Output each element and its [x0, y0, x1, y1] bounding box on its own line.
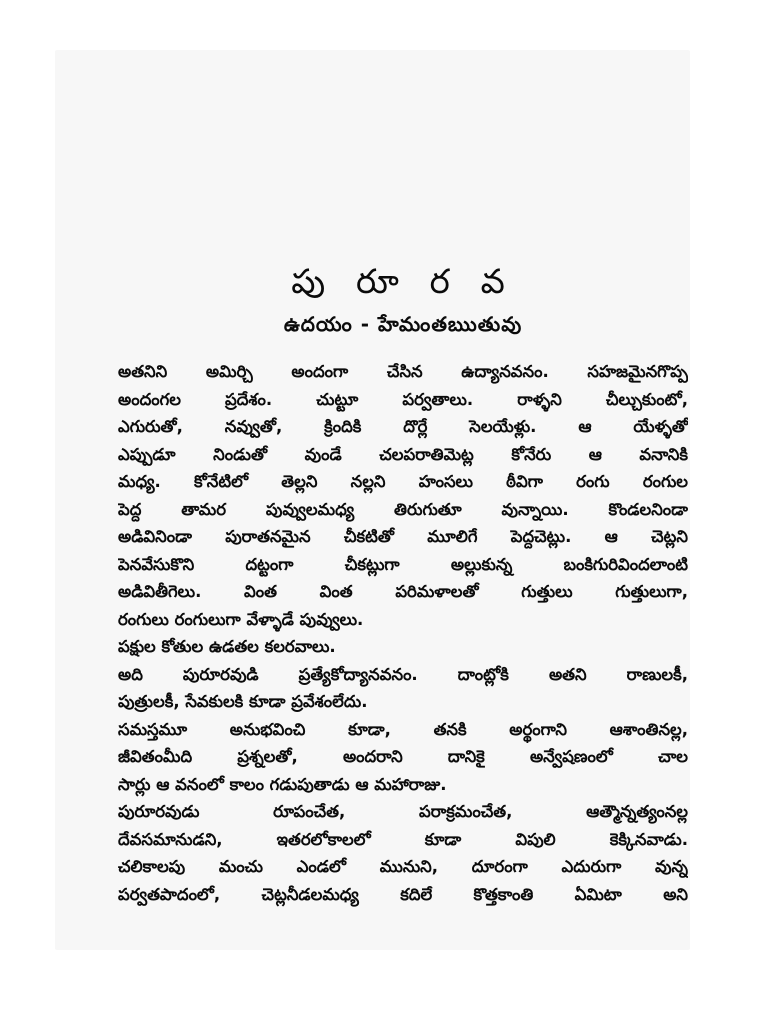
text-line: పెనవేసుకొని దట్టంగా చీకట్లుగా అల్లుకున్న బంకిగురివిందలాంటి: [118, 554, 688, 574]
text-line: జీవితంమీది ప్రశ్నలతో, అందరాని దానికై అన్వేషణంలో చాల: [118, 747, 688, 766]
text-line: పర్వతపాదంలో, చెట్లనీడలమధ్య కదిలే కొత్తకాంతి ఏమిటా అని: [118, 884, 688, 904]
text-line: మధ్య. కోనేటిలో తెల్లని నల్లని హంసలు ఠీవిగా రంగు రంగుల: [118, 472, 688, 491]
text-line: పక్షుల కోతుల ఉడతల కలరవాలు.: [118, 637, 336, 656]
text-line: అతనిని అమిర్చి అందంగా చేసిన ఉద్యానవనం. సహజమైనగొప్ప: [118, 362, 688, 381]
text-line: పురూరవుడు రూపంచేత, పరాక్రమంచేత, ఆత్మౌన్నత్యంనల్ల: [118, 802, 688, 821]
text-line: దేవసమానుడని, ఇతరలోకాలలో కూడా విపులి కెక్కినవాడు.: [118, 829, 688, 849]
text-line: సమస్తమూ అనుభవించి కూడా, తనకి అర్థంగాని ఆశాంతినల్ల,: [118, 719, 688, 739]
text-line: పెద్ద తామర పువ్వులమధ్య తిరుగుతూ వున్నాయి. కొండలనిండా: [118, 499, 688, 519]
text-line: సార్లు ఆ వనంలో కాలం గడుపుతాడు ఆ మహారాజు.: [118, 774, 447, 794]
chapter-subtitle: ఉదయం - హేమంతఋతువు: [283, 312, 523, 336]
chapter-title: పు రూ ర వ: [291, 262, 515, 302]
body-text: [118, 358, 688, 908]
text-line: అది పురూరవుడి ప్రత్యేకోద్యానవనం. దాంట్లోకి అతని రాణులకీ,: [118, 664, 688, 684]
book-page: [55, 50, 690, 950]
text-line: అడివినిండా పురాతనమైన చీకటితో మూలిగే పెద్దచెట్లు. ఆ చెట్లని: [118, 527, 688, 546]
text-line: అందంగల ప్రదేశం. చుట్టూ పర్వతాలు. రాళ్ళని చీల్చుకుంటో,: [118, 389, 688, 409]
text-line: ఎప్పుడూ నిండుతో వుండే చలపరాతిమెట్ల కోనేరు ఆ వనానికి: [118, 444, 688, 464]
text-line: రంగులు రంగులుగా వేళ్ళాడే పువ్వులు.: [118, 609, 364, 629]
text-line: చలికాలపు మంచు ఎండలో మునుని, దూరంగా ఎదురుగా వున్న: [118, 857, 688, 876]
text-line: అడివితీగెలు. వింత వింత పరిమళాలతో గుత్తులు గుత్తులుగా,: [118, 582, 688, 601]
text-line: పుత్రులకీ, సేవకులకి కూడా ప్రవేశంలేదు.: [118, 692, 368, 711]
text-line: ఎగురుతో, నవ్వుతో, క్రిందికి దొర్లే సెలయేళ్లు. ఆ యేళ్ళతో: [118, 417, 688, 436]
